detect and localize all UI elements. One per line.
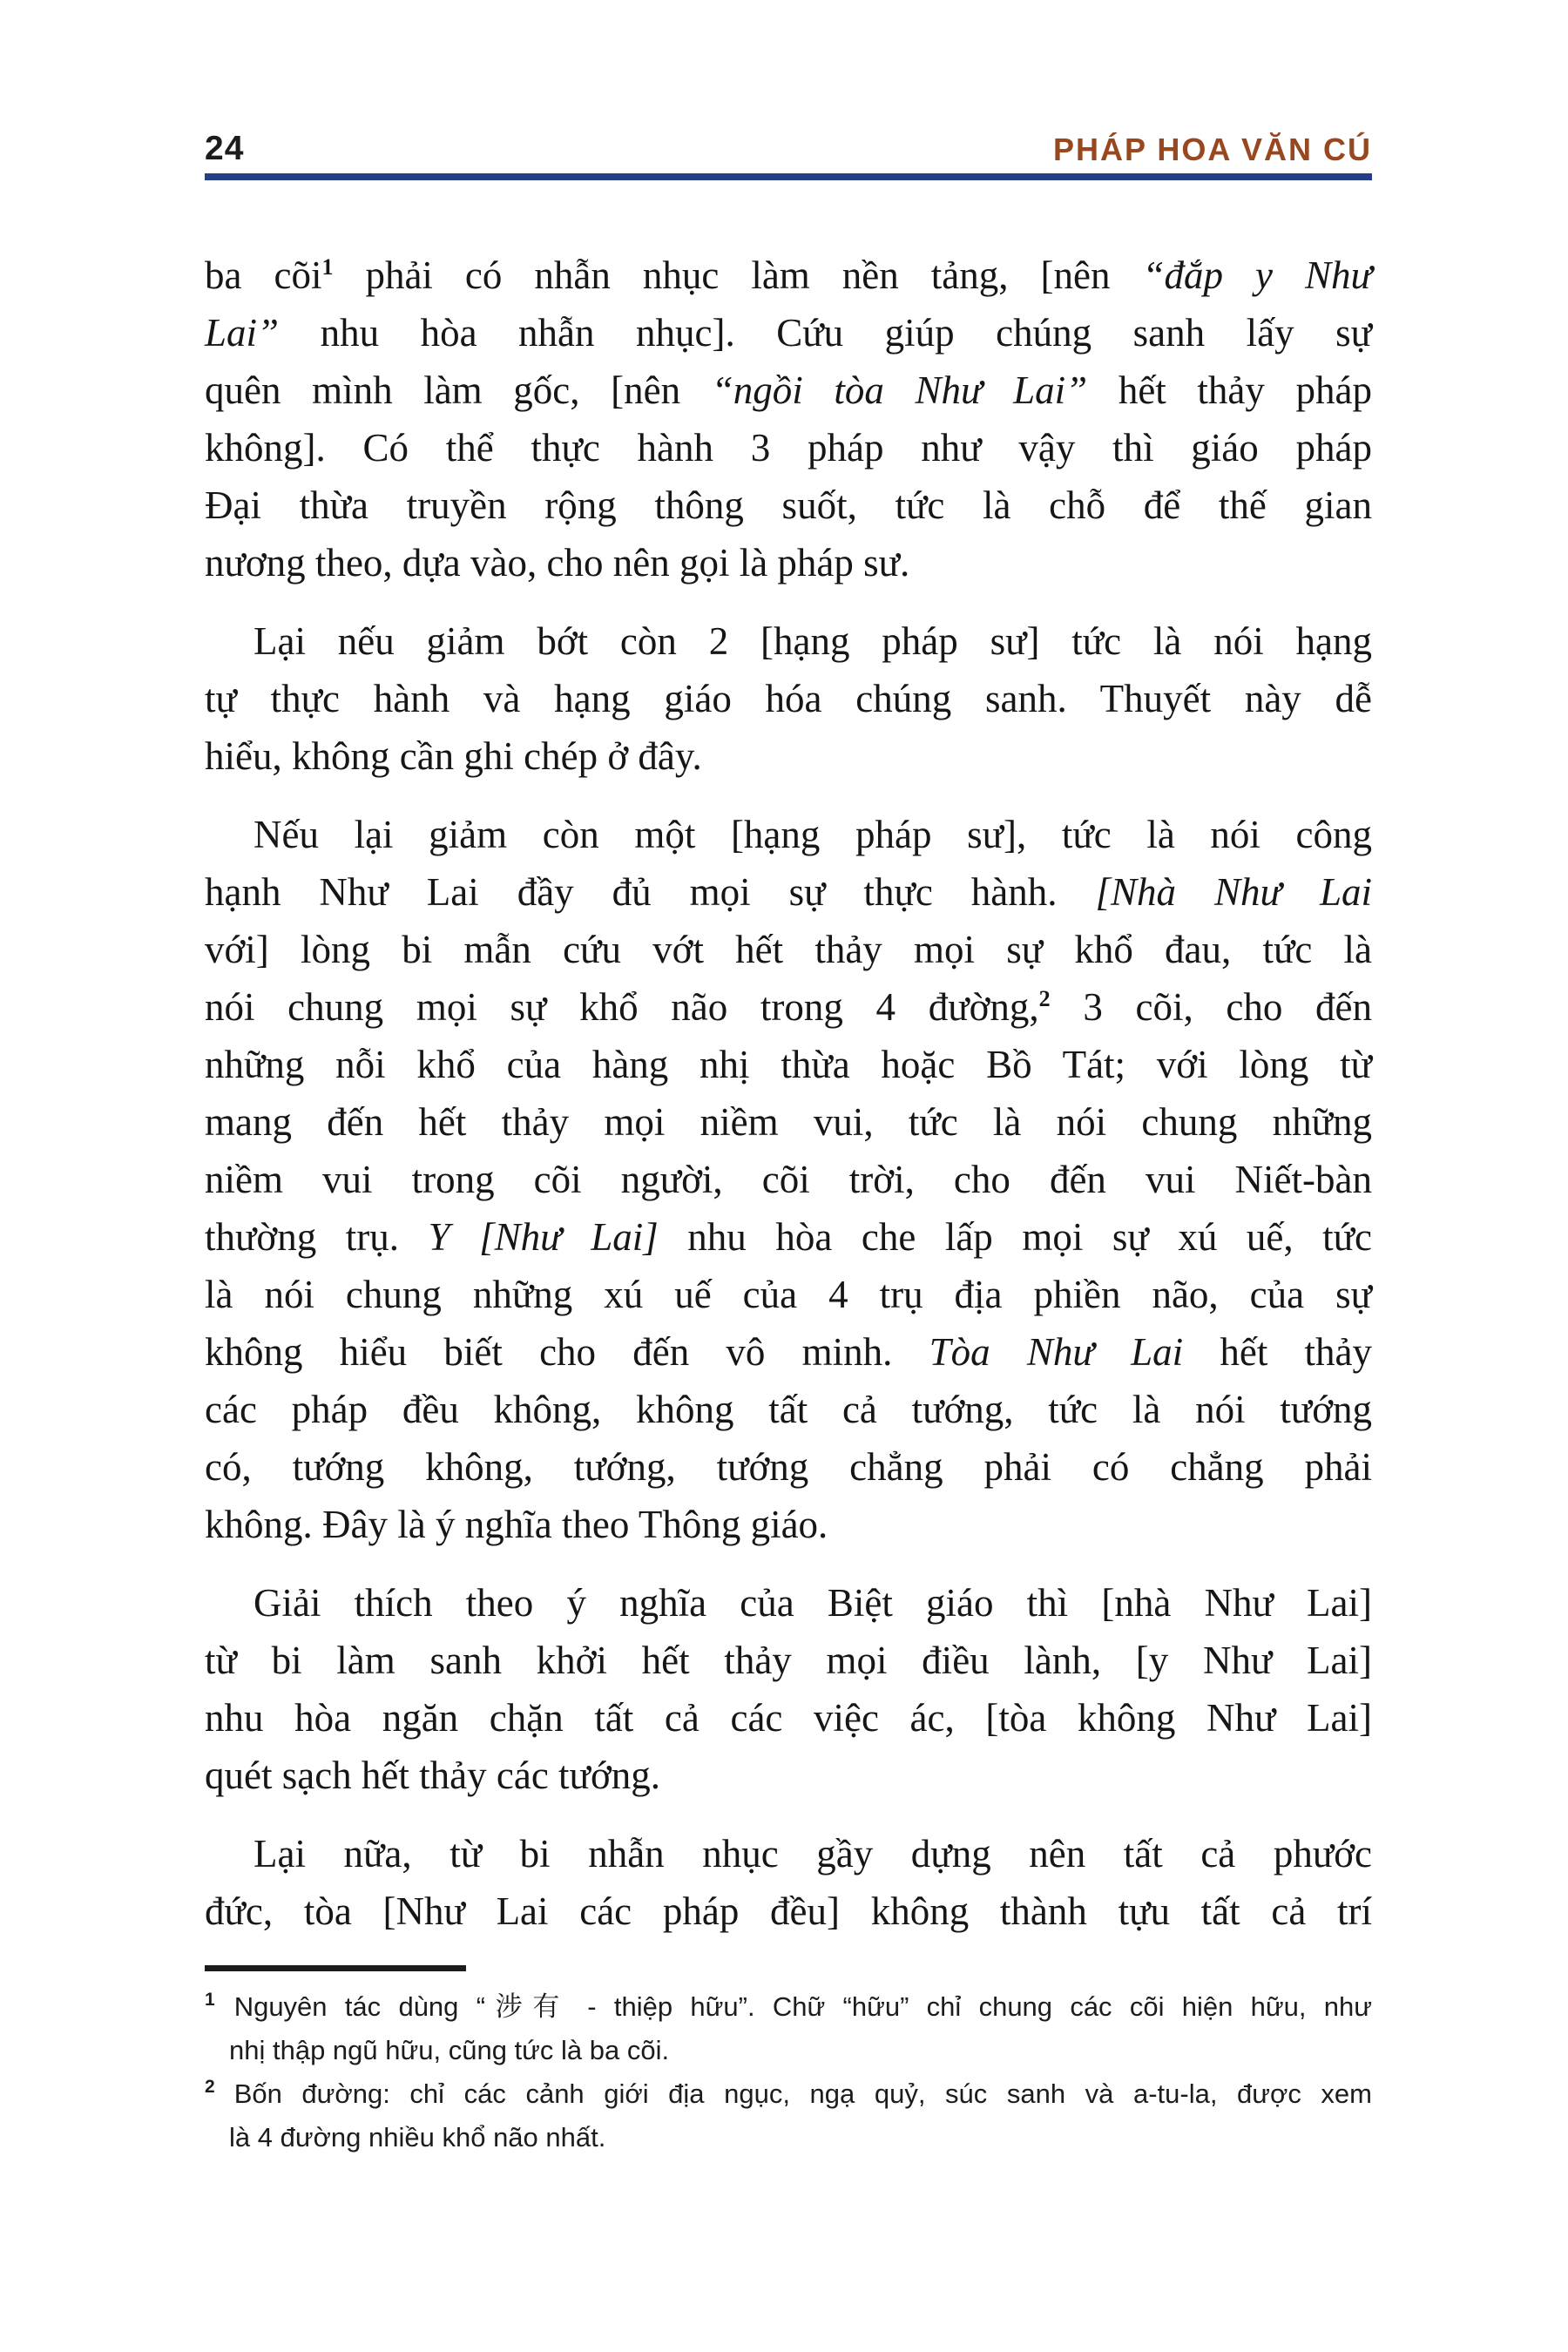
footnote [205, 1985, 1372, 2072]
text-line: Giải thích theo ý nghĩa của Biệt giáo thì [nhà Như Lai] [253, 1581, 1372, 1625]
footnote-reference: 1 [321, 254, 334, 280]
text-line: đức, tòa [Như Lai các pháp đều] không thành tựu tất cả trí [205, 1889, 1372, 1933]
body-text [205, 247, 1372, 1961]
text-line: Lai” nhu hòa nhẫn nhục]. Cứu giúp chúng sanh lấy sự [205, 311, 1372, 355]
text-line: không. Đây là ý nghĩa theo Thông giáo. [205, 1503, 828, 1546]
footnote-line [229, 2029, 1372, 2072]
running-title: PHÁP HOA VĂN CÚ [1052, 132, 1372, 167]
paragraph [205, 612, 1372, 785]
text-line: Đại thừa truyền rộng thông suốt, tức là chỗ để thế gian [205, 483, 1372, 527]
text-line: hiểu, không cần ghi chép ở đây. [205, 734, 702, 778]
footnote-line [205, 2072, 1372, 2116]
text-line: là nói chung những xú uế của 4 trụ địa phiền não, của sự [205, 1273, 1372, 1316]
text-line: nói chung mọi sự khổ não trong 4 đường,$^2$ 3 cõi, cho đến [205, 985, 1373, 1029]
text-line: mang đến hết thảy mọi niềm vui, tức là nói chung những [205, 1100, 1372, 1144]
text-line: Lại nữa, từ bi nhẫn nhục gầy dựng nên tất cả phước [253, 1832, 1372, 1876]
paragraph [205, 1574, 1372, 1804]
text-line: từ bi làm sanh khởi hết thảy mọi điều lành, [y Như Lai] [205, 1639, 1372, 1682]
text-line: hạnh Như Lai đầy đủ mọi sự thực hành. [Nhà Như Lai [205, 870, 1372, 914]
text-line: quét sạch hết thảy các tướng. [205, 1754, 660, 1797]
footnote-text: nhị thập ngũ hữu, cũng tức là ba cõi. [229, 2035, 670, 2065]
text-line: quên mình làm gốc, [nên “ngồi tòa Như Lai” hết thảy pháp [205, 368, 1372, 412]
text-line: niềm vui trong cõi người, cõi trời, cho đến vui Niết-bàn [205, 1158, 1372, 1201]
text-line: không]. Có thể thực hành 3 pháp như vậy thì giáo pháp [205, 426, 1372, 470]
text-line: các pháp đều không, không tất cả tướng, tức là nói tướng [205, 1388, 1372, 1431]
footnote-line [205, 1985, 1372, 2029]
text-line: thường trụ. Y [Như Lai] nhu hòa che lấp mọi sự xú uế, tức [205, 1215, 1373, 1259]
text-line: ba cõi$^1$ phải có nhẫn nhục làm nền tảng, [nên “đắp y Như [205, 253, 1373, 297]
text-line: nương theo, dựa vào, cho nên gọi là pháp sư. [205, 541, 910, 585]
page-number: 24 [205, 130, 245, 167]
text-line: Nếu lại giảm còn một [hạng pháp sư], tức là nói công [253, 813, 1372, 856]
text-line: những nỗi khổ của hàng nhị thừa hoặc Bồ Tát; với lòng từ [205, 1043, 1372, 1086]
footnote-list [205, 1985, 1372, 2159]
footnote-line [229, 2116, 1372, 2159]
footnote-text: là 4 đường nhiều khổ não nhất. [229, 2122, 606, 2153]
footnote-text: Bốn đường: chỉ các cảnh giới địa ngục, ngạ quỷ, súc sanh và a-tu-la, được xem [233, 2078, 1372, 2109]
text-line: không hiểu biết cho đến vô minh. Tòa Như Lai hết thảy [205, 1330, 1373, 1374]
text-line: có, tướng không, tướng, tướng chẳng phải có chẳng phải [205, 1445, 1372, 1489]
footnote [205, 2072, 1372, 2159]
text-line: với] lòng bi mẫn cứu vớt hết thảy mọi sự khổ đau, tức là [205, 928, 1372, 971]
footnote-reference: 2 [1038, 986, 1051, 1011]
paragraph [205, 247, 1372, 591]
header-rule [205, 173, 1372, 180]
paragraph [205, 1825, 1372, 1940]
footnote-marker: 1 [205, 1990, 215, 2010]
footnotes-section [205, 1965, 1372, 2159]
text-line: Lại nếu giảm bớt còn 2 [hạng pháp sư] tức là nói hạng [253, 619, 1372, 663]
footnote-text: Nguyên tác dùng “涉有 - thiệp hữu”. Chữ “hữu” chỉ chung các cõi hiện hữu, như [233, 1991, 1372, 2022]
page-header [205, 120, 1372, 166]
text-line: tự thực hành và hạng giáo hóa chúng sanh. Thuyết này dễ [205, 677, 1372, 720]
footnote-separator-rule [205, 1965, 466, 1971]
footnote-marker: 2 [205, 2077, 215, 2097]
text-line: nhu hòa ngăn chặn tất cả các việc ác, [tòa không Như Lai] [205, 1696, 1372, 1740]
paragraph [205, 806, 1372, 1553]
